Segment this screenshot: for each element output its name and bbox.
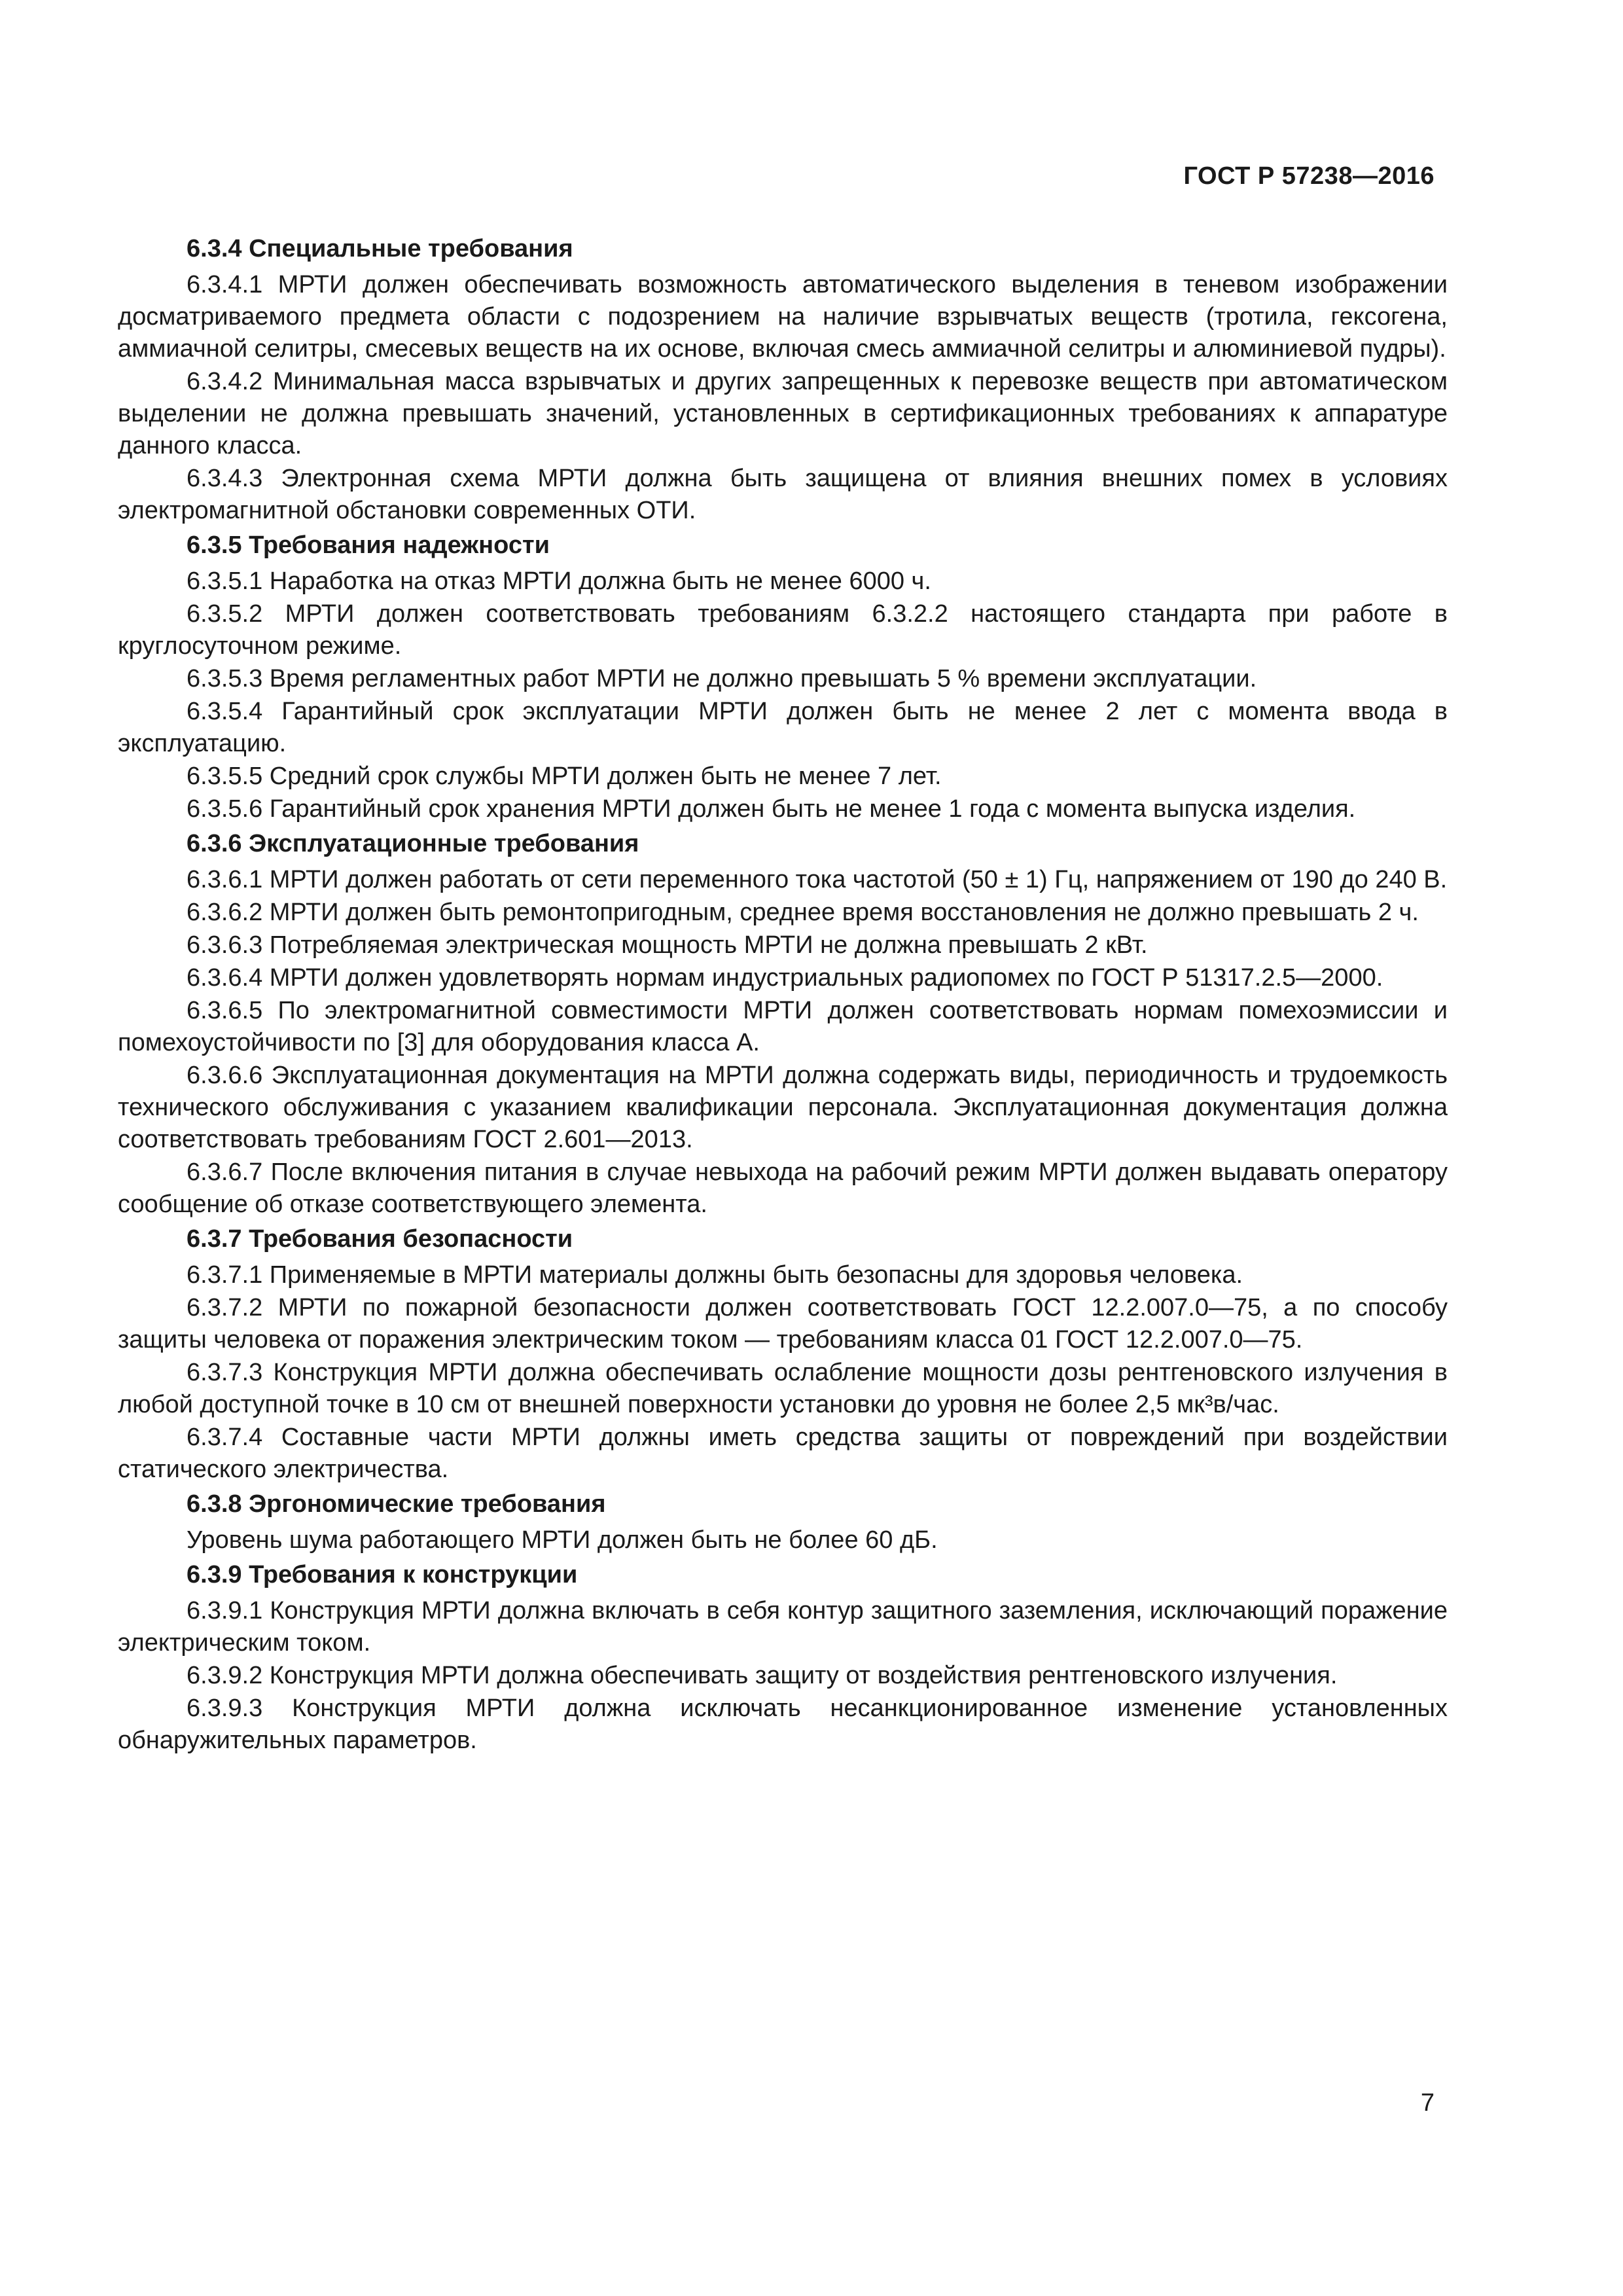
paragraph: 6.3.5.2 МРТИ должен соответствовать требованиям 6.3.2.2 настоящего стандарта при работе в круглосуточном режиме.: [118, 600, 1448, 660]
paragraph: 6.3.6.4 МРТИ должен удовлетворять нормам индустриальных радиопомех по ГОСТ Р 51317.2.5—2000.: [187, 964, 1383, 992]
paragraph: 6.3.7.3 Конструкция МРТИ должна обеспечивать ослабление мощности дозы рентгеновского излучения в любой доступной точке в 10 см от внешней поверхности установки до уровня не более 2,5 мк³в/час.: [118, 1359, 1448, 1418]
page-number: 7: [1420, 2089, 1435, 2117]
paragraph: 6.3.7.2 МРТИ по пожарной безопасности должен соответствовать ГОСТ 12.2.007.0—75, а по способу защиты человека от поражения электрическим током — требованиям класса 01 ГОСТ 12.2.007.0—75.: [118, 1294, 1448, 1354]
paragraph: 6.3.9.2 Конструкция МРТИ должна обеспечивать защиту от воздействия рентгеновского излучения.: [187, 1662, 1338, 1689]
paragraph: 6.3.4.1 МРТИ должен обеспечивать возможность автоматического выделения в теневом изображении досматриваемого предмета области с подозрением на наличие взрывчатых веществ (тротила, гексогена, аммиачной селитры, смесевых веществ на их основе, включая смесь аммиачной селитры и алюминиевой пудры).: [118, 271, 1448, 363]
paragraph: 6.3.5.1 Наработка на отказ МРТИ должна быть не менее 6000 ч.: [187, 567, 931, 595]
section-heading: 6.3.6 Эксплуатационные требования: [187, 830, 639, 857]
paragraph: 6.3.6.7 После включения питания в случае невыхода на рабочий режим МРТИ должен выдавать оператору сообщение об отказе соответствующего элемента.: [118, 1158, 1448, 1218]
paragraph: 6.3.6.1 МРТИ должен работать от сети переменного тока частотой (50 ± 1) Гц, напряжением от 190 до 240 В.: [187, 866, 1448, 893]
paragraph: 6.3.6.6 Эксплуатационная документация на МРТИ должна содержать виды, периодичность и трудоемкость технического обслуживания с указанием квалификации персонала. Эксплуатационная документация должна соответствовать требованиям ГОСТ 2.601—2013.: [118, 1062, 1448, 1153]
paragraph: 6.3.5.4 Гарантийный срок эксплуатации МРТИ должен быть не менее 2 лет с момента ввода в эксплуатацию.: [118, 698, 1448, 757]
section-heading: 6.3.4 Специальные требования: [187, 235, 573, 262]
paragraph: 6.3.6.5 По электромагнитной совместимости МРТИ должен соответствовать нормам помехоэмиссии и помехоустойчивости по [3] для оборудования класса А.: [118, 997, 1448, 1056]
section-heading: 6.3.8 Эргономические требования: [187, 1490, 606, 1518]
paragraph: 6.3.5.5 Средний срок службы МРТИ должен быть не менее 7 лет.: [187, 762, 942, 790]
paragraph: 6.3.4.2 Минимальная масса взрывчатых и других запрещенных к перевозке веществ при автоматическом выделении не должна превышать значений, установленных в сертификационных требованиях к аппаратуре данного класса.: [118, 368, 1448, 459]
section-heading: 6.3.7 Требования безопасности: [187, 1225, 573, 1253]
paragraph: 6.3.9.1 Конструкция МРТИ должна включать в себя контур защитного заземления, исключающий поражение электрическим током.: [118, 1597, 1448, 1657]
paragraph: 6.3.5.6 Гарантийный срок хранения МРТИ должен быть не менее 1 года с момента выпуска изделия.: [187, 795, 1356, 823]
section-heading: 6.3.5 Требования надежности: [187, 531, 550, 559]
paragraph: 6.3.7.1 Применяемые в МРТИ материалы должны быть безопасны для здоровья человека.: [187, 1261, 1243, 1289]
section-heading: 6.3.9 Требования к конструкции: [187, 1561, 578, 1588]
paragraph: Уровень шума работающего МРТИ должен быть не более 60 дБ.: [187, 1526, 938, 1554]
paragraph: 6.3.9.3 Конструкция МРТИ должна исключать несанкционированное изменение установленных обнаружительных параметров.: [118, 1695, 1448, 1754]
document-body: [118, 230, 1448, 1757]
paragraph: 6.3.5.3 Время регламентных работ МРТИ не должно превышать 5 % времени эксплуатации.: [187, 665, 1257, 692]
paragraph: 6.3.6.3 Потребляемая электрическая мощность МРТИ не должна превышать 2 кВт.: [187, 931, 1148, 959]
document-id-header: ГОСТ Р 57238—2016: [1183, 162, 1435, 190]
paragraph: 6.3.6.2 МРТИ должен быть ремонтопригодным, среднее время восстановления не должно превышать 2 ч.: [187, 899, 1419, 926]
paragraph: 6.3.7.4 Составные части МРТИ должны иметь средства защиты от повреждений при воздействии статического электричества.: [118, 1424, 1448, 1483]
paragraph: 6.3.4.3 Электронная схема МРТИ должна быть защищена от влияния внешних помех в условиях электромагнитной обстановки современных ОТИ.: [118, 465, 1448, 524]
